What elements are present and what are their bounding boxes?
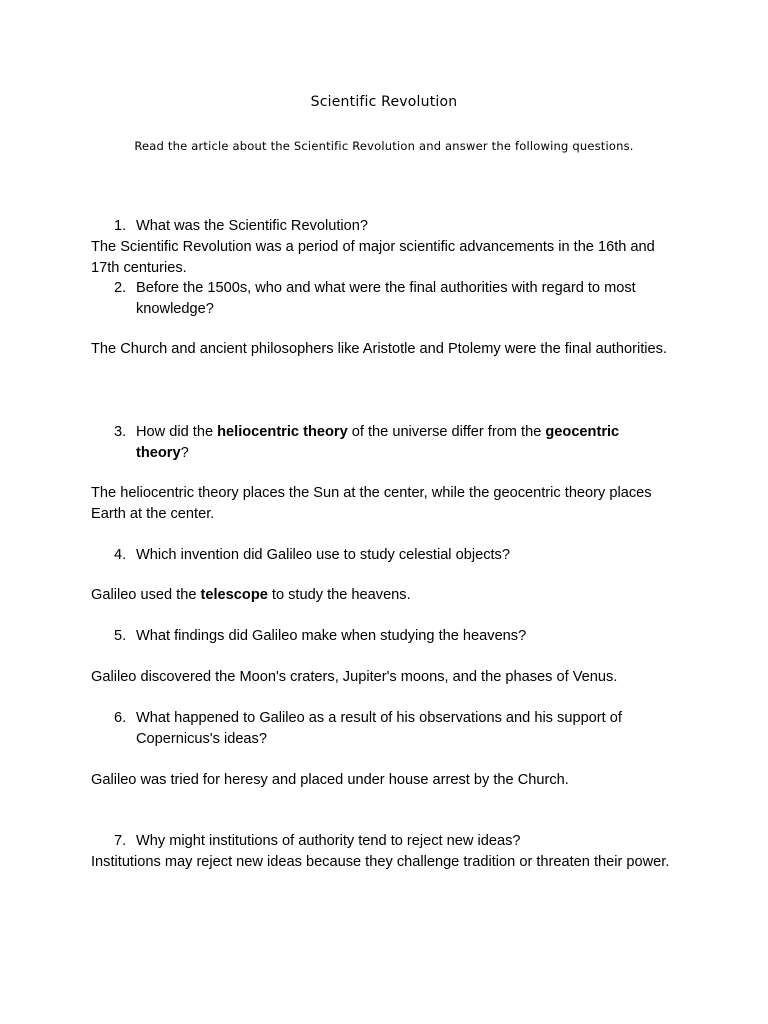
- question-number: 4.: [114, 547, 127, 563]
- question-4: [114, 545, 674, 566]
- answer-7: Institutions may reject new ideas because they challenge tradition or threaten their power.: [91, 854, 670, 870]
- question-text-part: How did the: [136, 424, 218, 440]
- question-5: [114, 626, 674, 647]
- question-text: Before the 1500s, who and what were the final authorities with regard to most knowledge?: [136, 280, 636, 317]
- question-number: 5.: [114, 628, 127, 644]
- answer-5: Galileo discovered the Moon's craters, Jupiter's moons, and the phases of Venus.: [91, 669, 618, 685]
- answer-1: The Scientific Revolution was a period of major scientific advancements in the 16th and 17th centuries.: [91, 239, 655, 276]
- question-text: What happened to Galileo as a result of his observations and his support of Copernicus's ideas?: [136, 710, 622, 747]
- question-text: [136, 422, 674, 464]
- question-number: 3.: [114, 424, 127, 440]
- answer-term-telescope: telescope: [200, 587, 268, 603]
- question-6: [114, 708, 674, 750]
- question-2: [114, 278, 674, 320]
- question-text: What findings did Galileo make when studying the heavens?: [136, 628, 527, 644]
- question-number: 2.: [114, 280, 127, 296]
- question-term-geocentric: geocentric theory: [136, 424, 620, 461]
- document-title: Scientific Revolution: [310, 94, 458, 110]
- document-instructions: Read the article about the Scientific Revolution and answer the following questions.: [134, 139, 634, 153]
- question-7: [114, 831, 674, 852]
- answer-text-part: Galileo used the: [91, 587, 201, 603]
- question-number: 1.: [114, 218, 127, 234]
- question-text: What was the Scientific Revolution?: [136, 218, 368, 234]
- question-3: [114, 422, 674, 464]
- question-1: [114, 216, 674, 237]
- answer-6: Galileo was tried for heresy and placed under house arrest by the Church.: [91, 772, 569, 788]
- question-text-part: of the universe differ from the: [347, 424, 546, 440]
- question-text-part: ?: [180, 445, 189, 461]
- question-number: 7.: [114, 833, 127, 849]
- answer-text-part: to study the heavens.: [267, 587, 411, 603]
- question-number: 6.: [114, 710, 127, 726]
- answer-4: [91, 585, 683, 606]
- question-text: Which invention did Galileo use to study celestial objects?: [136, 547, 510, 563]
- answer-2: The Church and ancient philosophers like Aristotle and Ptolemy were the final authorities.: [91, 341, 667, 357]
- question-text: Why might institutions of authority tend to reject new ideas?: [136, 833, 521, 849]
- answer-3: The heliocentric theory places the Sun at the center, while the geocentric theory places Earth at the center.: [91, 485, 652, 522]
- question-term-heliocentric: heliocentric theory: [217, 424, 348, 440]
